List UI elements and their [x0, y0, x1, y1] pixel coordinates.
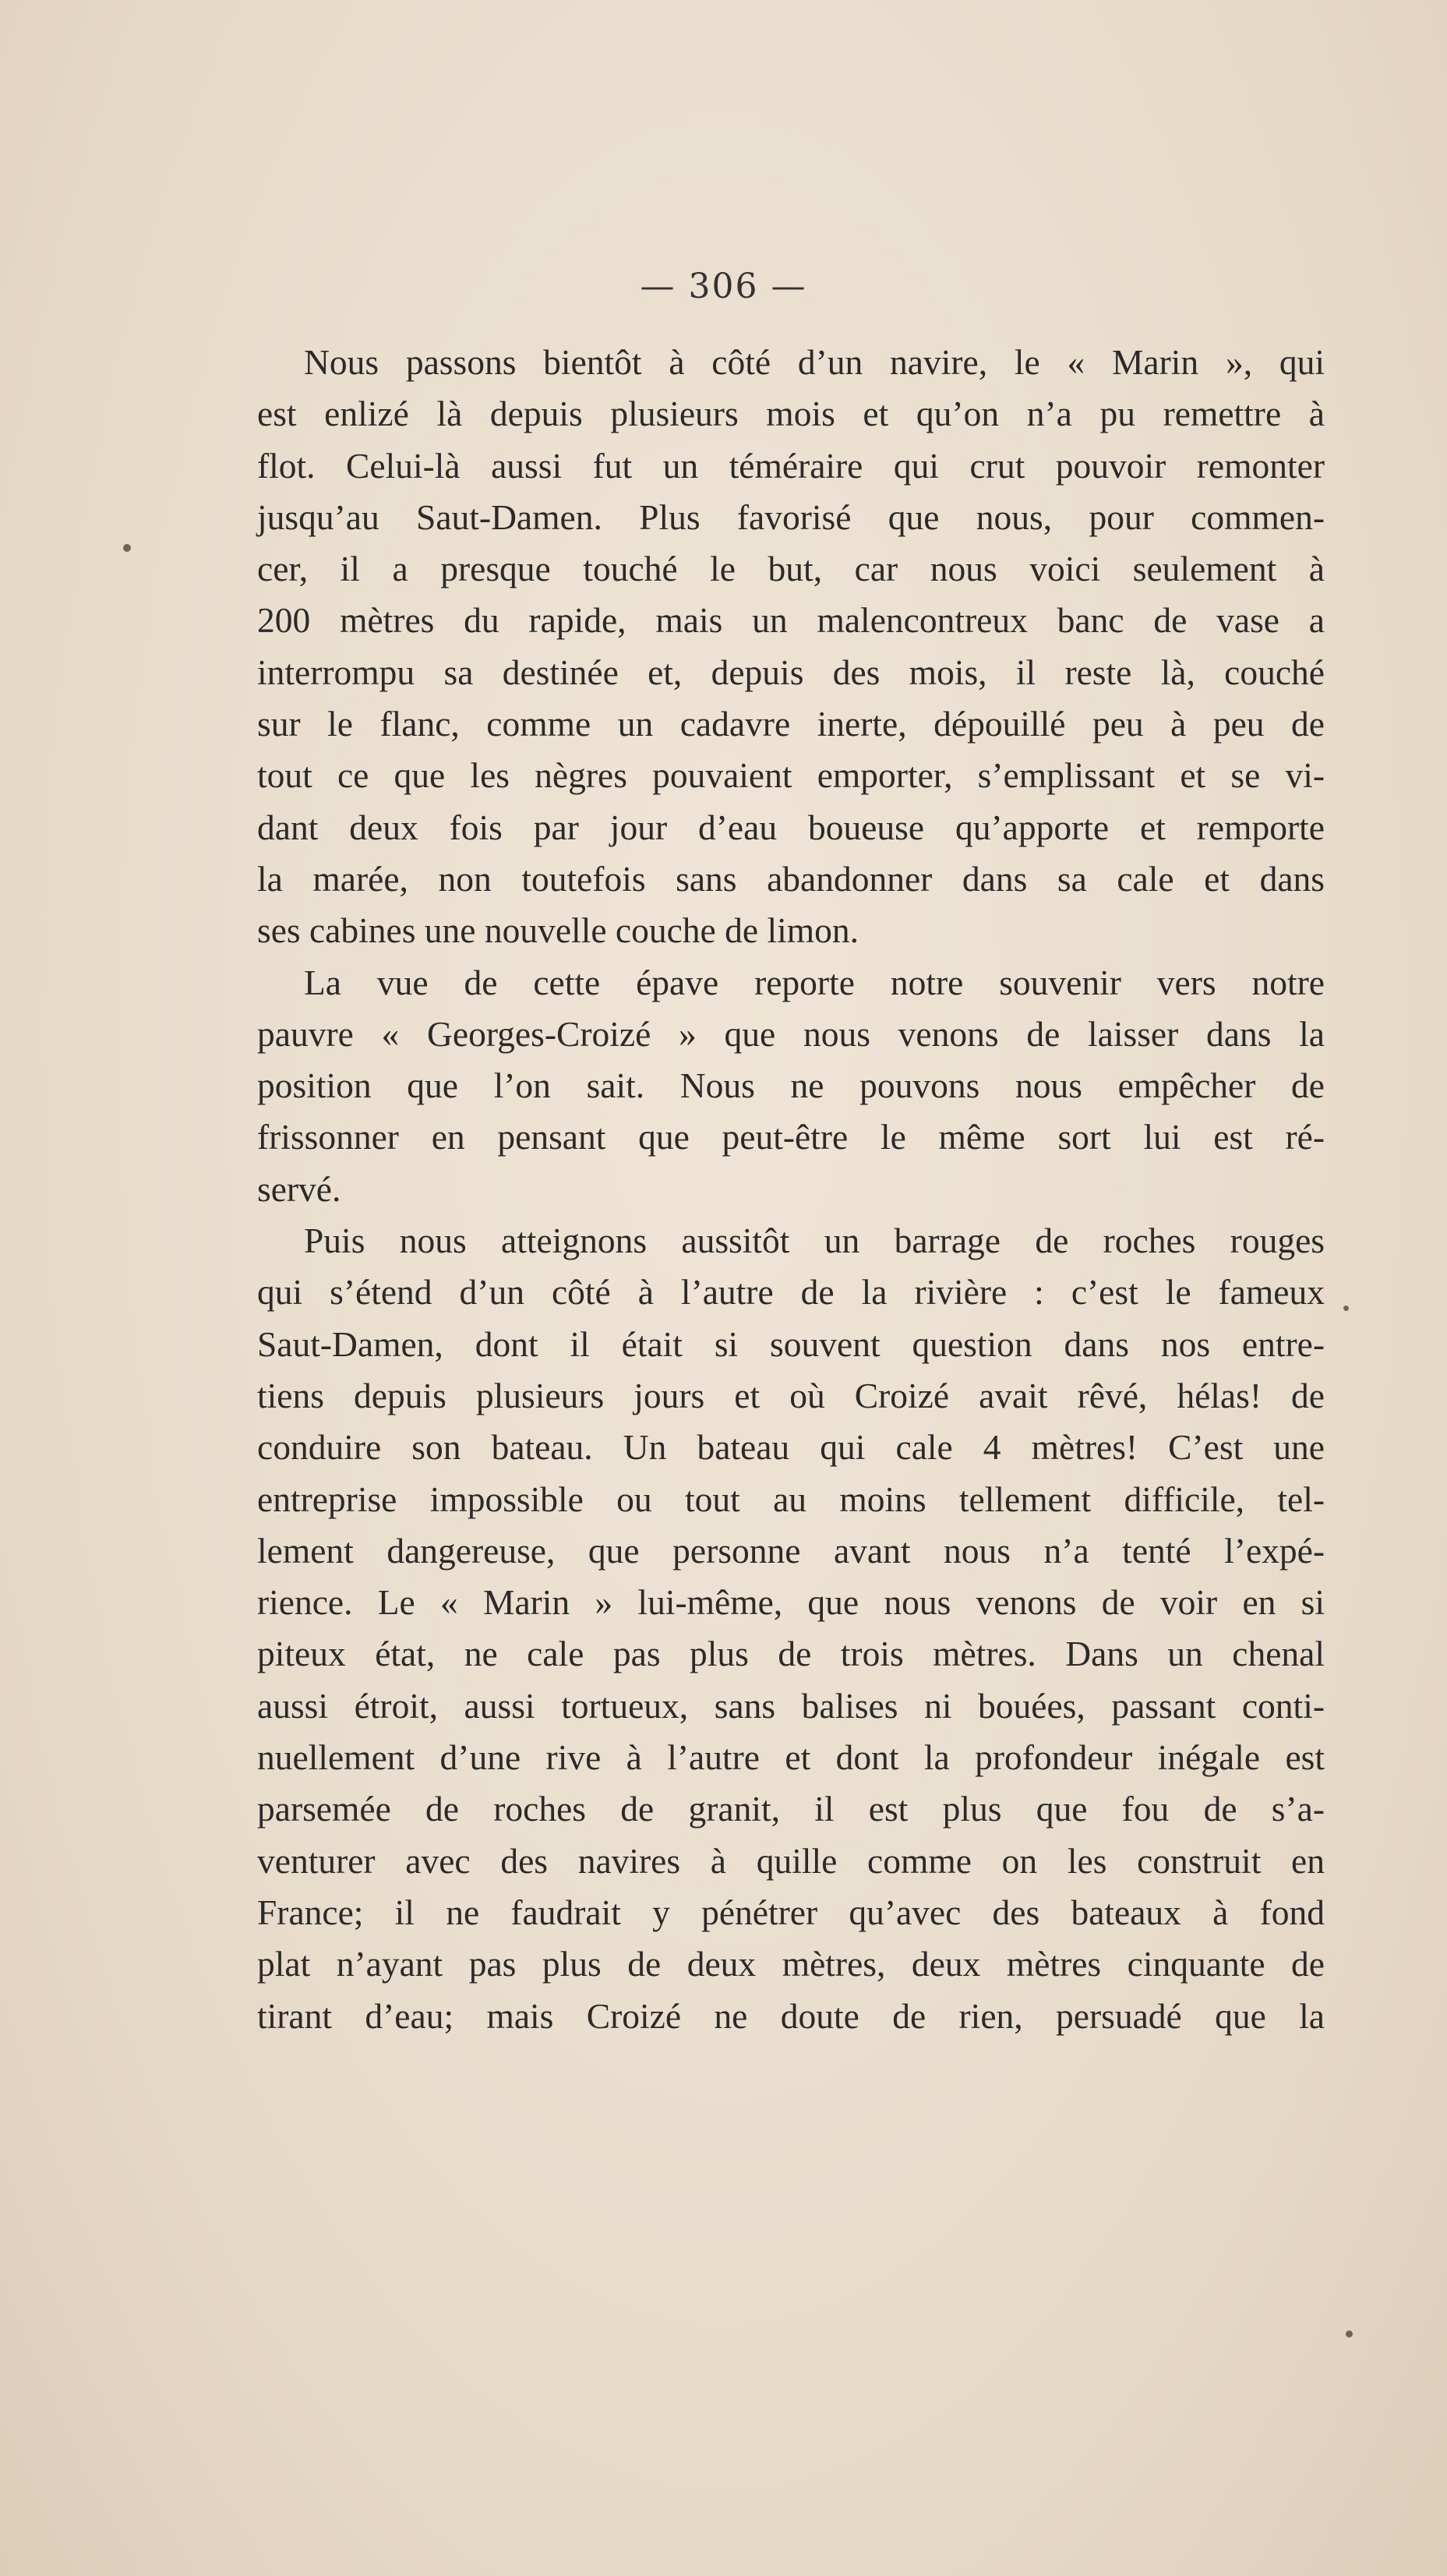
paper-speck: [123, 544, 131, 552]
text-line: cer, il a presque touché le but, car nous voici seulement à: [257, 549, 1325, 589]
text-line: pauvre « Georges-Croizé » que nous venons de laisser dans la: [257, 1013, 1325, 1054]
text-line: Nous passons bientôt à côté d’un navire, le « Marin », qui: [304, 342, 1325, 382]
text-line: rience. Le « Marin » lui-même, que nous venons de voir en si: [257, 1582, 1325, 1623]
text-line: jusqu’au Saut-Damen. Plus favorisé que nous, pour commen-: [257, 496, 1325, 537]
text-line: dant deux fois par jour d’eau boueuse qu’apporte et remporte: [257, 807, 1325, 847]
text-line: tout ce que les nègres pouvaient emporter, s’emplissant et se vi-: [257, 755, 1325, 796]
paper-speck: [1346, 2330, 1353, 2337]
text-line: frissonner en pensant que peut-être le même sort lui est ré-: [257, 1117, 1325, 1157]
text-line: aussi étroit, aussi tortueux, sans balises ni bouées, passant conti-: [257, 1685, 1325, 1726]
text-line: sur le flanc, comme un cadavre inerte, dépouillé peu à peu de: [257, 704, 1325, 744]
text-line: plat n’ayant pas plus de deux mètres, deux mètres cinquante de: [257, 1944, 1325, 1984]
text-line: position que l’on sait. Nous ne pouvons nous empêcher de: [257, 1065, 1325, 1106]
page-number: — 306 —: [640, 267, 807, 306]
text-line: Puis nous atteignons aussitôt un barrage de roches rouges: [304, 1221, 1325, 1261]
text-line: qui s’étend d’un côté à l’autre de la rivière : c’est le fameux: [257, 1272, 1325, 1313]
text-line: lement dangereuse, que personne avant nous n’a tenté l’expé-: [257, 1530, 1325, 1571]
text-line: piteux état, ne cale pas plus de trois mètres. Dans un chenal: [257, 1634, 1325, 1674]
text-line: tirant d’eau; mais Croizé ne doute de rien, persuadé que la: [257, 1995, 1325, 2036]
text-line: ses cabines une nouvelle couche de limon.: [257, 910, 859, 951]
text-line: est enlizé là depuis plusieurs mois et qu’on n’a pu remettre à: [257, 394, 1325, 434]
text-line: la marée, non toutefois sans abandonner dans sa cale et dans: [257, 858, 1325, 899]
text-line: 200 mètres du rapide, mais un malencontreux banc de vase a: [257, 600, 1325, 641]
text-line: servé.: [257, 1168, 341, 1209]
text-line: tiens depuis plusieurs jours et où Croizé avait rêvé, hélas! de: [257, 1375, 1325, 1415]
text-line: venturer avec des navires à quille comme on les construit en: [257, 1840, 1325, 1881]
text-line: interrompu sa destinée et, depuis des mois, il reste là, couché: [257, 652, 1325, 692]
text-line: parsemée de roches de granit, il est plus que fou de s’a-: [257, 1789, 1325, 1829]
text-line: entreprise impossible ou tout au moins tellement difficile, tel-: [257, 1479, 1325, 1519]
text-line: conduire son bateau. Un bateau qui cale 4 mètres! C’est une: [257, 1427, 1325, 1468]
body-text: [257, 337, 1325, 2042]
paper-speck: [1343, 1306, 1349, 1311]
text-line: flot. Celui-là aussi fut un téméraire qui crut pouvoir remonter: [257, 445, 1325, 486]
text-line: nuellement d’une rive à l’autre et dont la profondeur inégale est: [257, 1737, 1325, 1778]
text-line: Saut-Damen, dont il était si souvent question dans nos entre-: [257, 1323, 1325, 1364]
text-line: France; il ne faudrait y pénétrer qu’avec des bateaux à fond: [257, 1892, 1325, 1932]
text-line: La vue de cette épave reporte notre souvenir vers notre: [304, 962, 1325, 1002]
